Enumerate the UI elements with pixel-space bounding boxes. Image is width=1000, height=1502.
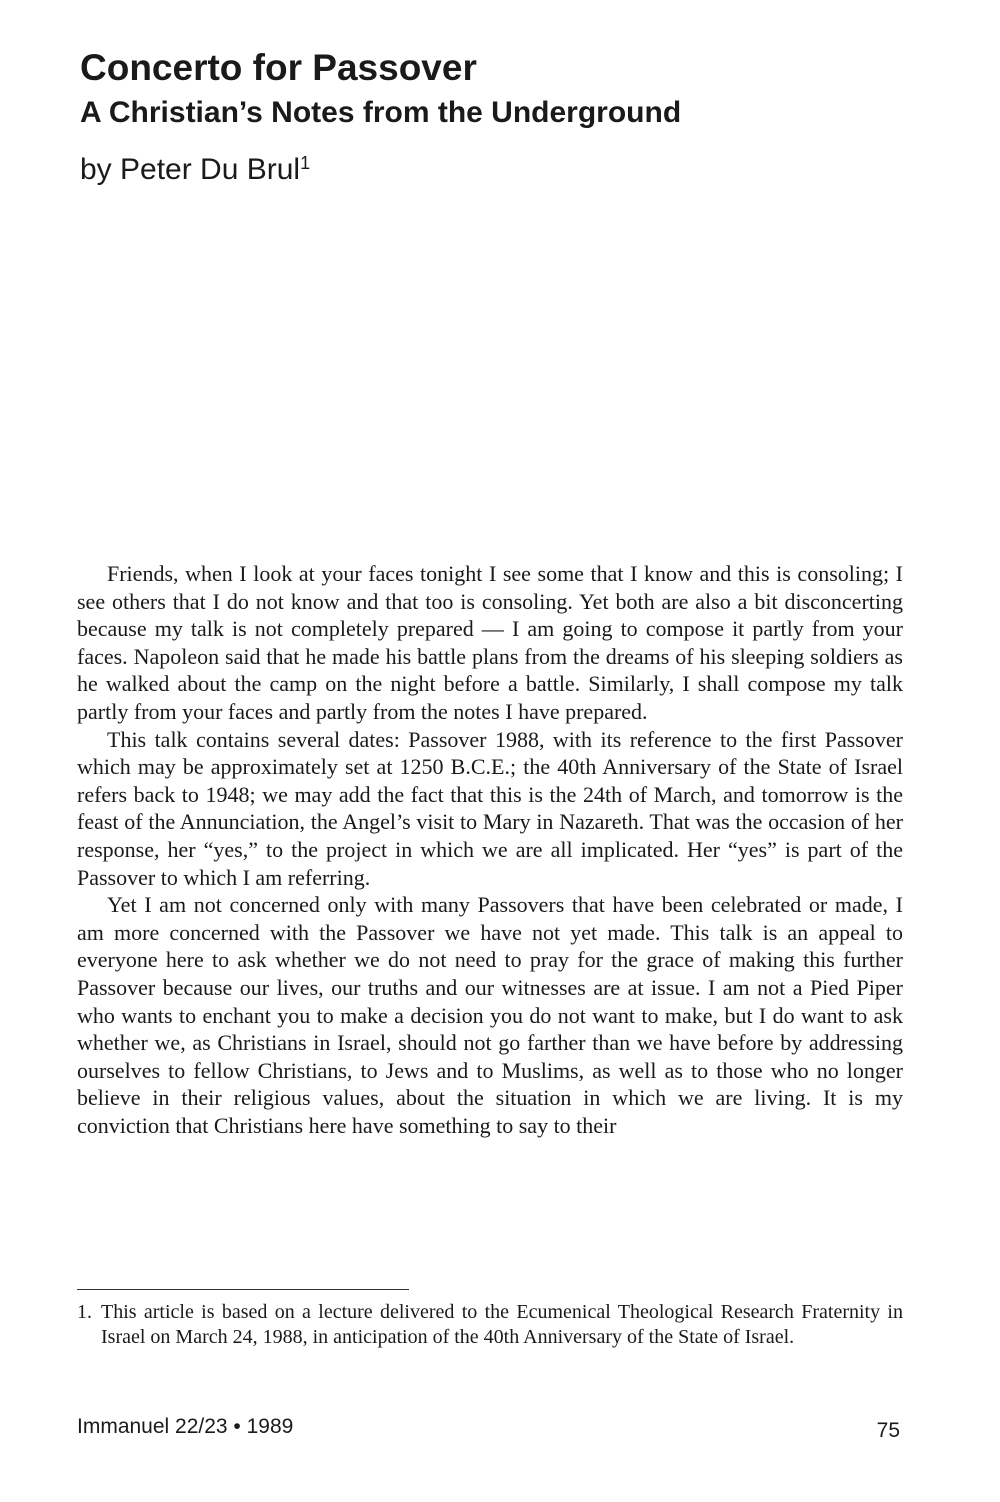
footnote-number: 1. bbox=[77, 1301, 92, 1323]
footnote bbox=[77, 1300, 903, 1349]
author-line: by Peter Du Brul bbox=[80, 153, 301, 186]
footnote-divider bbox=[77, 1289, 409, 1290]
page-number: 75 bbox=[876, 1419, 900, 1442]
article-title: Concerto for Passover bbox=[80, 47, 477, 88]
journal-citation: Immanuel 22/23 • 1989 bbox=[77, 1415, 294, 1438]
article-subtitle: A Christian’s Notes from the Underground bbox=[80, 96, 682, 129]
article-body bbox=[77, 560, 903, 1139]
footnote-reference: 1 bbox=[300, 153, 311, 173]
body-paragraph: Friends, when I look at your faces tonight I see some that I know and this is consoling; I see others that I do not know and that too is consoling. Yet both are also a bit disconcerting because my talk is not completely prepared — I am going to compose it partly from your faces. Napoleon said that he made his battle plans from the dreams of his sleeping soldiers as he walked about the camp on the night before a battle. Similarly, I shall compose my talk partly from your faces and partly from the notes I have prepared. bbox=[77, 561, 903, 724]
body-paragraph: This talk contains several dates: Passover 1988, with its reference to the first Passover which may be approximately set at 1250 B.C.E.; the 40th Anniversary of the State of Israel refers back to 1948; we may add the fact that this is the 24th of March, and tomorrow is the feast of the Annunciation, the Angel’s visit to Mary in Nazareth. That was the occasion of her response, her “yes,” to the project in which we are all implicated. Her “yes” is part of the Passover to which I am referring. bbox=[77, 726, 903, 890]
footnote-text: This article is based on a lecture delivered to the Ecumenical Theological Research Fraternity in Israel on March 24, 1988, in anticipation of the 40th Anniversary of the State of Israel. bbox=[101, 1301, 903, 1348]
body-paragraph: Yet I am not concerned only with many Passovers that have been celebrated or made, I am more concerned with the Passover we have not yet made. This talk is an appeal to everyone here to ask whether we do not need to pray for the grace of making this further Passover because our lives, our truths and our witnesses are at issue. I am not a Pied Piper who wants to enchant you to make a decision you do not want to make, but I do want to ask whether we, as Christians in Israel, should not go farther than we have before by addressing ourselves to fellow Christians, to Jews and to Muslims, as well as to those who no longer believe in their religious values, about the situation in which we are living. It is my conviction that Christians here have something to say to their bbox=[77, 892, 903, 1138]
article-byline bbox=[80, 150, 310, 190]
